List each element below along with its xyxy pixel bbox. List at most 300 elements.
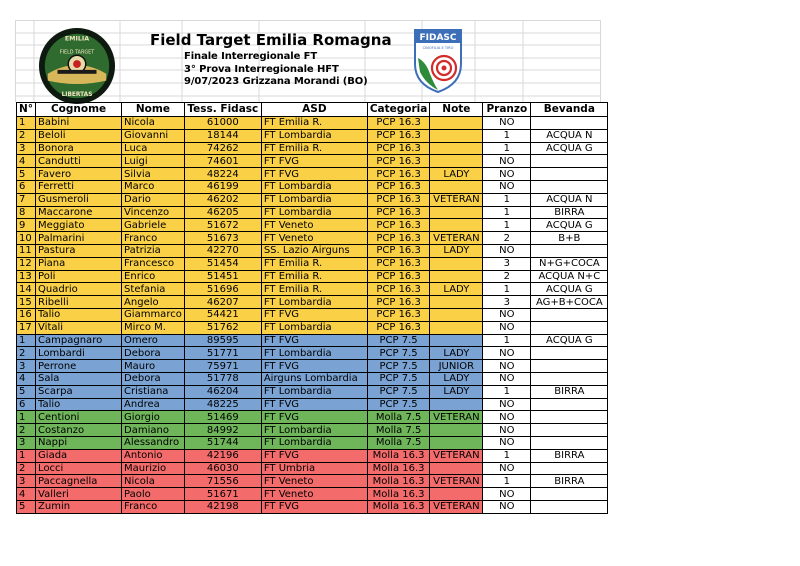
cell-pranzo: NO: [483, 360, 531, 373]
cell-tess: 51671: [184, 488, 261, 501]
cell-pranzo: NO: [483, 462, 531, 475]
table-row: [17, 257, 608, 270]
event-date-place: 9/07/2023 Grizzana Morandi (BO): [184, 76, 368, 87]
cell-bevanda: [531, 500, 608, 513]
cell-cognome: Perrone: [36, 360, 122, 373]
cell-asd: FT Lombardia: [261, 206, 367, 219]
cell-cognome: Nappi: [36, 436, 122, 449]
cell-categoria: Molla 16.3: [367, 449, 430, 462]
cell-asd: FT FVG: [261, 308, 367, 321]
cell-categoria: PCP 7.5: [367, 347, 430, 360]
cell-nome: Omero: [122, 334, 185, 347]
col-header-bevanda: Bevanda: [531, 103, 608, 117]
logo-top-text: EMILIA: [64, 35, 90, 43]
cell-nome: Debora: [122, 372, 185, 385]
cell-asd: FT FVG: [261, 334, 367, 347]
cell-n: 4: [17, 155, 36, 168]
cell-pranzo: 2: [483, 270, 531, 283]
cell-pranzo: NO: [483, 117, 531, 130]
cell-tess: 51696: [184, 283, 261, 296]
cell-tess: 71556: [184, 475, 261, 488]
cell-nome: Luca: [122, 142, 185, 155]
cell-n: 6: [17, 398, 36, 411]
cell-cognome: Candutti: [36, 155, 122, 168]
cell-asd: FT Umbria: [261, 462, 367, 475]
table-row: [17, 462, 608, 475]
cell-tess: 74601: [184, 155, 261, 168]
cell-cognome: Lombardi: [36, 347, 122, 360]
cell-asd: FT Emilia R.: [261, 142, 367, 155]
cell-n: 4: [17, 372, 36, 385]
cell-asd: FT Veneto: [261, 219, 367, 232]
fidasc-logo: [412, 28, 464, 94]
cell-tess: 51771: [184, 347, 261, 360]
cell-note: [430, 117, 483, 130]
cell-nome: Luigi: [122, 155, 185, 168]
table-row: [17, 500, 608, 513]
cell-cognome: Babini: [36, 117, 122, 130]
cell-asd: FT Emilia R.: [261, 117, 367, 130]
cell-n: 1: [17, 449, 36, 462]
cell-pranzo: NO: [483, 488, 531, 501]
cell-bevanda: [531, 347, 608, 360]
cell-asd: FT Lombardia: [261, 424, 367, 437]
cell-categoria: Molla 7.5: [367, 436, 430, 449]
cell-bevanda: [531, 244, 608, 257]
table-row: [17, 360, 608, 373]
table-body: [17, 117, 608, 514]
cell-pranzo: NO: [483, 168, 531, 181]
cell-bevanda: [531, 411, 608, 424]
fidasc-logo-name: FIDASC: [419, 33, 457, 43]
event-round: 3° Prova Interregionale HFT: [184, 64, 339, 75]
cell-asd: FT Lombardia: [261, 296, 367, 309]
cell-n: 5: [17, 168, 36, 181]
cell-nome: Angelo: [122, 296, 185, 309]
cell-categoria: PCP 16.3: [367, 257, 430, 270]
field-target-emilia-logo: [38, 27, 116, 105]
cell-n: 2: [17, 462, 36, 475]
cell-asd: FT Lombardia: [261, 347, 367, 360]
cell-categoria: PCP 7.5: [367, 398, 430, 411]
cell-categoria: PCP 7.5: [367, 334, 430, 347]
cell-note: [430, 206, 483, 219]
cell-tess: 46199: [184, 180, 261, 193]
cell-cognome: Maccarone: [36, 206, 122, 219]
cell-categoria: PCP 16.3: [367, 219, 430, 232]
cell-note: VETERAN: [430, 193, 483, 206]
cell-pranzo: NO: [483, 411, 531, 424]
cell-pranzo: 2: [483, 232, 531, 245]
cell-asd: SS. Lazio Airguns: [261, 244, 367, 257]
cell-note: [430, 436, 483, 449]
cell-n: 8: [17, 206, 36, 219]
table-row: [17, 232, 608, 245]
col-header-n: N°: [17, 103, 36, 117]
cell-n: 13: [17, 270, 36, 283]
cell-asd: FT Emilia R.: [261, 283, 367, 296]
cell-pranzo: 1: [483, 193, 531, 206]
cell-nome: Giorgio: [122, 411, 185, 424]
cell-bevanda: [531, 360, 608, 373]
cell-n: 3: [17, 142, 36, 155]
cell-note: [430, 488, 483, 501]
cell-pranzo: 1: [483, 142, 531, 155]
table-row: [17, 142, 608, 155]
cell-cognome: Palmarini: [36, 232, 122, 245]
cell-n: 10: [17, 232, 36, 245]
cell-n: 17: [17, 321, 36, 334]
cell-cognome: Meggiato: [36, 219, 122, 232]
cell-categoria: PCP 7.5: [367, 385, 430, 398]
col-header-nome: Nome: [122, 103, 185, 117]
event-name: Finale Interregionale FT: [184, 51, 318, 62]
cell-pranzo: NO: [483, 372, 531, 385]
cell-tess: 51744: [184, 436, 261, 449]
table-row: [17, 219, 608, 232]
cell-n: 2: [17, 347, 36, 360]
cell-bevanda: [531, 462, 608, 475]
cell-categoria: PCP 16.3: [367, 142, 430, 155]
table-row: [17, 129, 608, 142]
cell-categoria: Molla 16.3: [367, 475, 430, 488]
cell-asd: FT FVG: [261, 155, 367, 168]
cell-pranzo: NO: [483, 424, 531, 437]
cell-bevanda: BIRRA: [531, 385, 608, 398]
cell-nome: Dario: [122, 193, 185, 206]
table-row: [17, 155, 608, 168]
cell-cognome: Ribelli: [36, 296, 122, 309]
cell-bevanda: [531, 321, 608, 334]
cell-categoria: PCP 16.3: [367, 270, 430, 283]
table-row: [17, 180, 608, 193]
cell-asd: FT Lombardia: [261, 180, 367, 193]
cell-tess: 42196: [184, 449, 261, 462]
table-row: [17, 436, 608, 449]
cell-pranzo: NO: [483, 321, 531, 334]
cell-note: VETERAN: [430, 411, 483, 424]
cell-asd: FT FVG: [261, 449, 367, 462]
table-row: [17, 244, 608, 257]
cell-cognome: Giada: [36, 449, 122, 462]
cell-cognome: Piana: [36, 257, 122, 270]
cell-cognome: Bonora: [36, 142, 122, 155]
cell-note: [430, 129, 483, 142]
cell-nome: Vincenzo: [122, 206, 185, 219]
table-row: [17, 385, 608, 398]
table-row: [17, 168, 608, 181]
cell-nome: Damiano: [122, 424, 185, 437]
cell-categoria: PCP 16.3: [367, 193, 430, 206]
cell-asd: FT Emilia R.: [261, 270, 367, 283]
cell-tess: 51469: [184, 411, 261, 424]
table-row: [17, 347, 608, 360]
cell-cognome: Pastura: [36, 244, 122, 257]
cell-note: LADY: [430, 347, 483, 360]
cell-tess: 54421: [184, 308, 261, 321]
table-row: [17, 411, 608, 424]
cell-bevanda: [531, 155, 608, 168]
cell-categoria: PCP 16.3: [367, 155, 430, 168]
cell-n: 9: [17, 219, 36, 232]
cell-pranzo: NO: [483, 155, 531, 168]
cell-tess: 84992: [184, 424, 261, 437]
col-header-asd: ASD: [261, 103, 367, 117]
cell-categoria: PCP 16.3: [367, 129, 430, 142]
cell-n: 1: [17, 411, 36, 424]
cell-tess: 46207: [184, 296, 261, 309]
cell-cognome: Favero: [36, 168, 122, 181]
cell-pranzo: 1: [483, 475, 531, 488]
cell-categoria: PCP 16.3: [367, 296, 430, 309]
cell-bevanda: ACQUA G: [531, 219, 608, 232]
cell-bevanda: ACQUA N+C: [531, 270, 608, 283]
cell-categoria: PCP 16.3: [367, 206, 430, 219]
cell-n: 2: [17, 129, 36, 142]
cell-asd: FT Veneto: [261, 488, 367, 501]
cell-n: 5: [17, 500, 36, 513]
cell-bevanda: [531, 436, 608, 449]
cell-n: 16: [17, 308, 36, 321]
cell-nome: Silvia: [122, 168, 185, 181]
cell-tess: 48224: [184, 168, 261, 181]
cell-pranzo: NO: [483, 436, 531, 449]
cell-categoria: Molla 16.3: [367, 488, 430, 501]
cell-n: 3: [17, 436, 36, 449]
cell-tess: 75971: [184, 360, 261, 373]
cell-categoria: PCP 16.3: [367, 321, 430, 334]
cell-categoria: Molla 7.5: [367, 424, 430, 437]
cell-pranzo: NO: [483, 398, 531, 411]
logo-side-text: FIELD TARGET: [59, 49, 95, 56]
cell-pranzo: 1: [483, 219, 531, 232]
cell-cognome: Quadrio: [36, 283, 122, 296]
cell-n: 15: [17, 296, 36, 309]
cell-tess: 74262: [184, 142, 261, 155]
table-row: [17, 398, 608, 411]
col-header-categoria: Categoria: [367, 103, 430, 117]
cell-note: LADY: [430, 372, 483, 385]
cell-cognome: Scarpa: [36, 385, 122, 398]
cell-nome: Franco: [122, 500, 185, 513]
cell-nome: Alessandro: [122, 436, 185, 449]
cell-bevanda: [531, 424, 608, 437]
cell-asd: FT FVG: [261, 168, 367, 181]
cell-n: 11: [17, 244, 36, 257]
cell-nome: Andrea: [122, 398, 185, 411]
cell-pranzo: NO: [483, 347, 531, 360]
cell-cognome: Locci: [36, 462, 122, 475]
col-header-cognome: Cognome: [36, 103, 122, 117]
cell-nome: Gabriele: [122, 219, 185, 232]
cell-asd: FT FVG: [261, 500, 367, 513]
cell-note: LADY: [430, 283, 483, 296]
cell-n: 3: [17, 475, 36, 488]
cell-bevanda: ACQUA N: [531, 193, 608, 206]
cell-cognome: Talio: [36, 398, 122, 411]
cell-note: [430, 155, 483, 168]
cell-n: 1: [17, 334, 36, 347]
cell-pranzo: NO: [483, 244, 531, 257]
cell-asd: FT Veneto: [261, 475, 367, 488]
cell-categoria: Molla 7.5: [367, 411, 430, 424]
table-row: [17, 283, 608, 296]
cell-asd: FT FVG: [261, 360, 367, 373]
cell-nome: Giammarco: [122, 308, 185, 321]
cell-cognome: Beloli: [36, 129, 122, 142]
participants-table: [16, 102, 608, 514]
cell-note: VETERAN: [430, 500, 483, 513]
table-row: [17, 449, 608, 462]
cell-note: [430, 334, 483, 347]
cell-note: VETERAN: [430, 232, 483, 245]
cell-tess: 46204: [184, 385, 261, 398]
cell-categoria: PCP 16.3: [367, 283, 430, 296]
col-header-note: Note: [430, 103, 483, 117]
cell-n: 3: [17, 360, 36, 373]
table-row: [17, 372, 608, 385]
cell-bevanda: ACQUA G: [531, 142, 608, 155]
cell-asd: FT Lombardia: [261, 385, 367, 398]
cell-nome: Cristiana: [122, 385, 185, 398]
cell-categoria: PCP 16.3: [367, 308, 430, 321]
cell-categoria: PCP 16.3: [367, 168, 430, 181]
table-header-row: [17, 103, 608, 117]
cell-note: LADY: [430, 244, 483, 257]
cell-pranzo: 3: [483, 257, 531, 270]
cell-nome: Paolo: [122, 488, 185, 501]
cell-note: [430, 462, 483, 475]
fidasc-logo-sub: CINOFILIA E TIRO: [422, 46, 454, 50]
cell-note: LADY: [430, 168, 483, 181]
table-row: [17, 475, 608, 488]
cell-bevanda: [531, 117, 608, 130]
cell-n: 4: [17, 488, 36, 501]
col-header-pranzo: Pranzo: [483, 103, 531, 117]
cell-n: 7: [17, 193, 36, 206]
cell-nome: Marco: [122, 180, 185, 193]
cell-n: 1: [17, 117, 36, 130]
cell-note: [430, 308, 483, 321]
cell-cognome: Centioni: [36, 411, 122, 424]
cell-bevanda: [531, 180, 608, 193]
cell-pranzo: 1: [483, 206, 531, 219]
table-row: [17, 117, 608, 130]
cell-bevanda: BIRRA: [531, 475, 608, 488]
cell-asd: FT Lombardia: [261, 321, 367, 334]
cell-note: [430, 142, 483, 155]
cell-tess: 51673: [184, 232, 261, 245]
cell-cognome: Poli: [36, 270, 122, 283]
cell-cognome: Paccagnella: [36, 475, 122, 488]
table-row: [17, 321, 608, 334]
page-title: Field Target Emilia Romagna: [150, 31, 392, 49]
cell-note: VETERAN: [430, 449, 483, 462]
cell-note: [430, 270, 483, 283]
cell-bevanda: [531, 488, 608, 501]
cell-cognome: Ferretti: [36, 180, 122, 193]
cell-nome: Debora: [122, 347, 185, 360]
cell-bevanda: B+B: [531, 232, 608, 245]
cell-cognome: Valleri: [36, 488, 122, 501]
cell-nome: Franco: [122, 232, 185, 245]
cell-bevanda: [531, 398, 608, 411]
cell-asd: FT Lombardia: [261, 436, 367, 449]
cell-pranzo: 1: [483, 449, 531, 462]
cell-n: 14: [17, 283, 36, 296]
cell-pranzo: 1: [483, 129, 531, 142]
cell-categoria: PCP 7.5: [367, 372, 430, 385]
cell-note: [430, 257, 483, 270]
cell-tess: 51454: [184, 257, 261, 270]
table-row: [17, 270, 608, 283]
cell-tess: 42198: [184, 500, 261, 513]
cell-nome: Maurizio: [122, 462, 185, 475]
table-row: [17, 424, 608, 437]
cell-asd: FT Lombardia: [261, 193, 367, 206]
cell-pranzo: 1: [483, 385, 531, 398]
cell-pranzo: 1: [483, 334, 531, 347]
cell-tess: 89595: [184, 334, 261, 347]
cell-asd: FT Veneto: [261, 232, 367, 245]
cell-asd: FT Lombardia: [261, 129, 367, 142]
cell-asd: FT FVG: [261, 411, 367, 424]
cell-asd: FT Emilia R.: [261, 257, 367, 270]
cell-tess: 46202: [184, 193, 261, 206]
cell-categoria: PCP 7.5: [367, 360, 430, 373]
cell-nome: Francesco: [122, 257, 185, 270]
cell-note: [430, 219, 483, 232]
cell-nome: Patrizia: [122, 244, 185, 257]
cell-bevanda: ACQUA G: [531, 283, 608, 296]
cell-cognome: Vitali: [36, 321, 122, 334]
cell-tess: 61000: [184, 117, 261, 130]
cell-tess: 48225: [184, 398, 261, 411]
cell-nome: Nicola: [122, 117, 185, 130]
cell-cognome: Gusmeroli: [36, 193, 122, 206]
logo-bottom-text: LIBERTAS: [61, 92, 93, 99]
cell-note: [430, 398, 483, 411]
cell-bevanda: N+G+COCA: [531, 257, 608, 270]
cell-tess: 46205: [184, 206, 261, 219]
cell-tess: 51672: [184, 219, 261, 232]
cell-asd: Airguns Lombardia: [261, 372, 367, 385]
col-header-tess: Tess. Fidasc: [184, 103, 261, 117]
cell-pranzo: 1: [483, 283, 531, 296]
table-row: [17, 488, 608, 501]
cell-tess: 42270: [184, 244, 261, 257]
cell-n: 6: [17, 180, 36, 193]
cell-tess: 46030: [184, 462, 261, 475]
cell-tess: 51778: [184, 372, 261, 385]
cell-bevanda: BIRRA: [531, 449, 608, 462]
cell-bevanda: ACQUA G: [531, 334, 608, 347]
cell-bevanda: [531, 168, 608, 181]
cell-pranzo: NO: [483, 500, 531, 513]
table-row: [17, 193, 608, 206]
cell-pranzo: NO: [483, 308, 531, 321]
table-row: [17, 308, 608, 321]
cell-pranzo: NO: [483, 180, 531, 193]
cell-note: VETERAN: [430, 475, 483, 488]
cell-bevanda: [531, 308, 608, 321]
cell-n: 2: [17, 424, 36, 437]
cell-categoria: PCP 16.3: [367, 244, 430, 257]
cell-bevanda: AG+B+COCA: [531, 296, 608, 309]
cell-categoria: PCP 16.3: [367, 117, 430, 130]
cell-n: 5: [17, 385, 36, 398]
cell-pranzo: 3: [483, 296, 531, 309]
